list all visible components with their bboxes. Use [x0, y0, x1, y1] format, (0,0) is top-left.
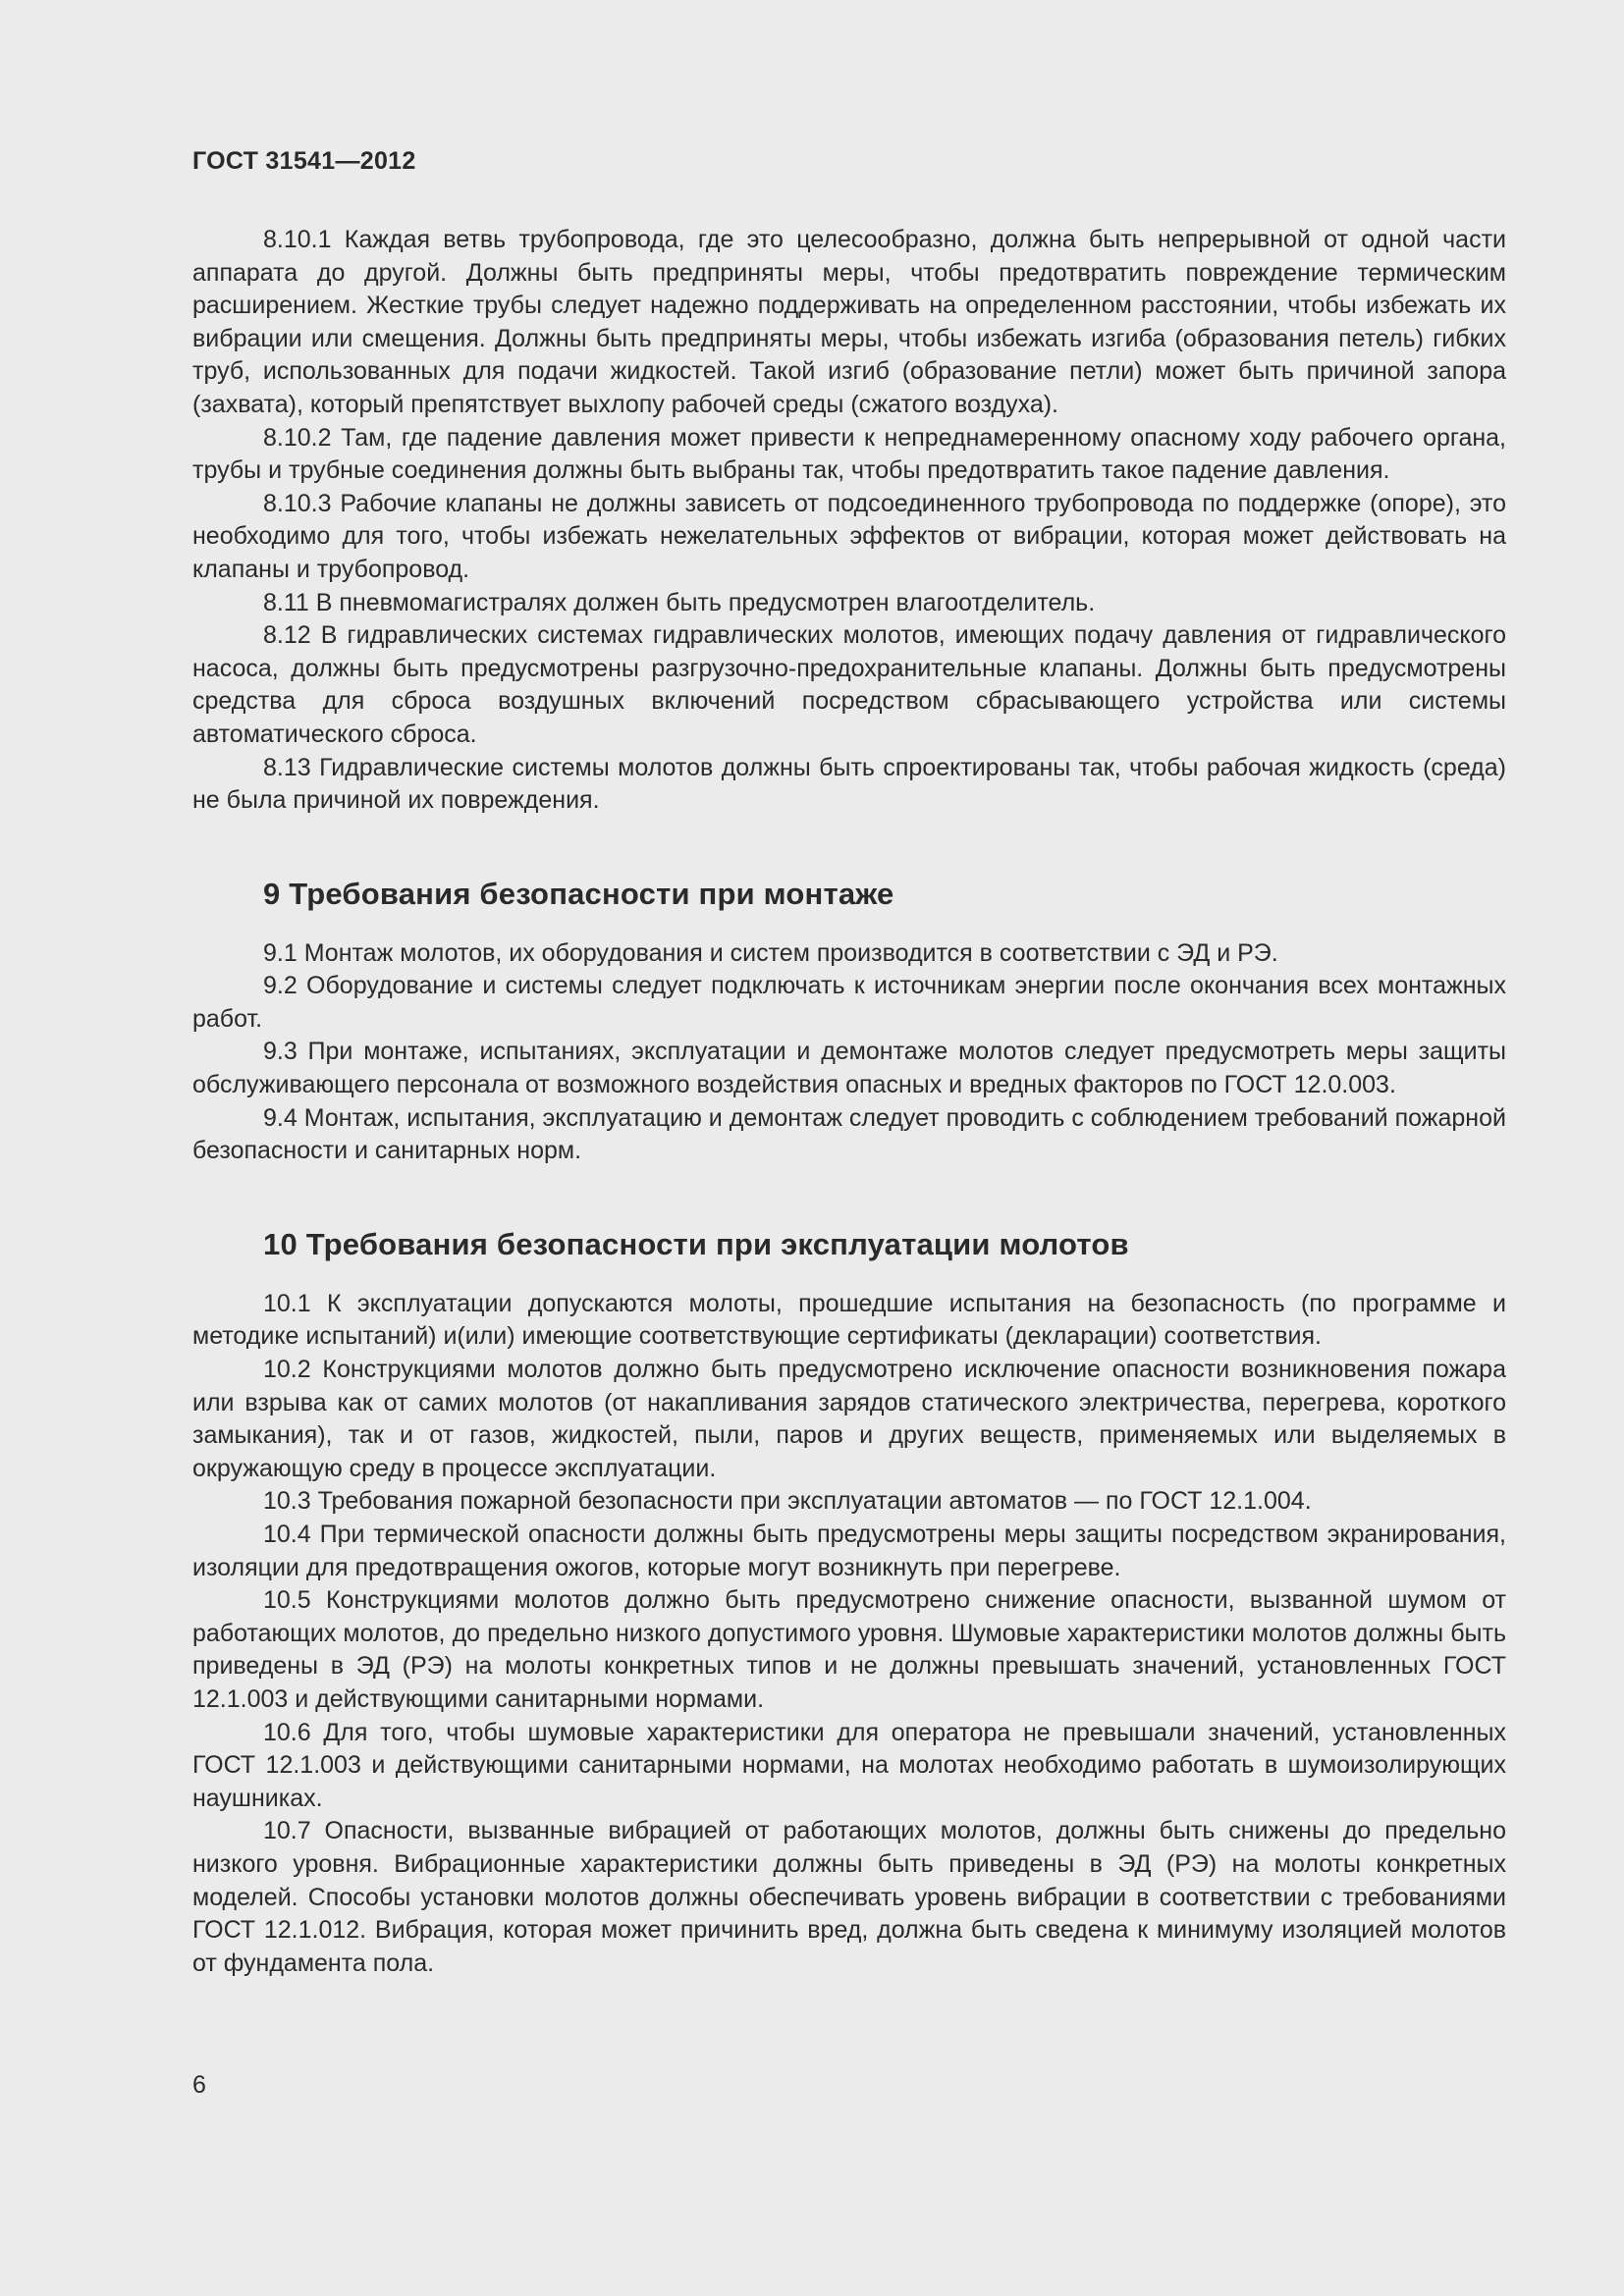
paragraph: 8.10.2 Там, где падение давления может привести к непреднамеренному опасному ходу рабочего органа, трубы и трубные соединения должны быть выбраны так, чтобы предотвратить такое падение давления.: [192, 423, 1506, 485]
page-number: 6: [192, 2071, 206, 2099]
paragraph: 8.11 В пневмомагистралях должен быть предусмотрен влагоотделитель.: [263, 588, 1096, 616]
paragraph: 10.3 Требования пожарной безопасности при эксплуатации автоматов — по ГОСТ 12.1.004.: [263, 1487, 1312, 1516]
paragraph: 10.2 Конструкциями молотов должно быть предусмотрено исключение опасности возникновения пожара или взрыва как от самих молотов (от накапливания зарядов статического электричества, перегрева, короткого замыкания), так и от газов, жидкостей, пыли, паров и других веществ, применяемых или выделяемых в окружающую среду в процессе эксплуатации.: [192, 1356, 1506, 1482]
paragraph: 8.10.1 Каждая ветвь трубопровода, где это целесообразно, должна быть непрерывной от одной части аппарата до другой. Должны быть предприняты меры, чтобы предотвратить повреждение термическим расширением. Жесткие трубы следует надежно поддерживать на определенном расстоянии, чтобы избежать их вибрации или смещения. Должны быть предприняты меры, чтобы избежать изгиба (образования петель) гибких труб, использованных для подачи жидкостей. Такой изгиб (образование петли) может быть причиной запора (захвата), который препятствует выхлопу рабочей среды (сжатого воздуха).: [192, 226, 1506, 418]
paragraph: 8.10.3 Рабочие клапаны не должны зависеть от подсоединенного трубопровода по поддержке (опоре), это необходимо для того, чтобы избежать нежелательных эффектов от вибрации, которая может действовать на клапаны и трубопровод.: [192, 489, 1506, 583]
section-heading: 10 Требования безопасности при эксплуатации молотов: [263, 1226, 1129, 1261]
document-header: ГОСТ 31541—2012: [192, 147, 416, 175]
paragraph: 9.1 Монтаж молотов, их оборудования и систем производится в соответствии с ЭД и РЭ.: [263, 938, 1278, 967]
section-heading: 9 Требования безопасности при монтаже: [263, 876, 894, 911]
paragraph: 10.4 При термической опасности должны быть предусмотрены меры защиты посредством экранирования, изоляции для предотвращения ожогов, которые могут возникнуть при перегреве.: [192, 1521, 1506, 1581]
paragraph: 9.2 Оборудование и системы следует подключать к источникам энергии после окончания всех монтажных работ.: [192, 972, 1506, 1033]
document-page: [192, 0, 1506, 2296]
paragraph: 8.12 В гидравлических системах гидравлических молотов, имеющих подачу давления от гидравлического насоса, должны быть предусмотрены разгрузочно-предохранительные клапаны. Должны быть предусмотрены средства для сброса воздушных включений посредством сбрасывающего устройства или системы автоматического сброса.: [192, 621, 1506, 748]
paragraph: 10.5 Конструкциями молотов должно быть предусмотрено снижение опасности, вызванной шумом от работающих молотов, до предельно низкого допустимого уровня. Шумовые характеристики молотов должны быть приведены в ЭД (РЭ) на молоты конкретных типов и не должны превышать значений, установленных ГОСТ 12.1.003 и действующими санитарными нормами.: [192, 1586, 1506, 1713]
document-body: [192, 224, 1506, 1980]
paragraph: 8.13 Гидравлические системы молотов должны быть спроектированы так, чтобы рабочая жидкость (среда) не была причиной их повреждения.: [192, 753, 1506, 815]
paragraph: 10.1 К эксплуатации допускаются молоты, прошедшие испытания на безопасность (по программе и методике испытаний) и(или) имеющие соответствующие сертификаты (декларации) соответствия.: [192, 1289, 1506, 1351]
paragraph: 10.6 Для того, чтобы шумовые характеристики для оператора не превышали значений, установленных ГОСТ 12.1.003 и действующими санитарными нормами, на молотах необходимо работать в шумоизолирующих наушниках.: [192, 1718, 1506, 1812]
paragraph: 10.7 Опасности, вызванные вибрацией от работающих молотов, должны быть снижены до предельно низкого уровня. Вибрационные характеристики должны быть приведены в ЭД (РЭ) на молоты конкретных моделей. Способы установки молотов должны обеспечивать уровень вибрации в соответствии с требованиями ГОСТ 12.1.012. Вибрация, которая может причинить вред, должна быть сведена к минимуму изоляцией молотов от фундамента пола.: [192, 1817, 1506, 1977]
paragraph: 9.4 Монтаж, испытания, эксплуатацию и демонтаж следует проводить с соблюдением требований пожарной безопасности и санитарных норм.: [192, 1103, 1506, 1165]
paragraph: 9.3 При монтаже, испытаниях, эксплуатации и демонтаже молотов следует предусмотреть меры защиты обслуживающего персонала от возможного воздействия опасных и вредных факторов по ГОСТ 12.0.003.: [192, 1038, 1506, 1099]
